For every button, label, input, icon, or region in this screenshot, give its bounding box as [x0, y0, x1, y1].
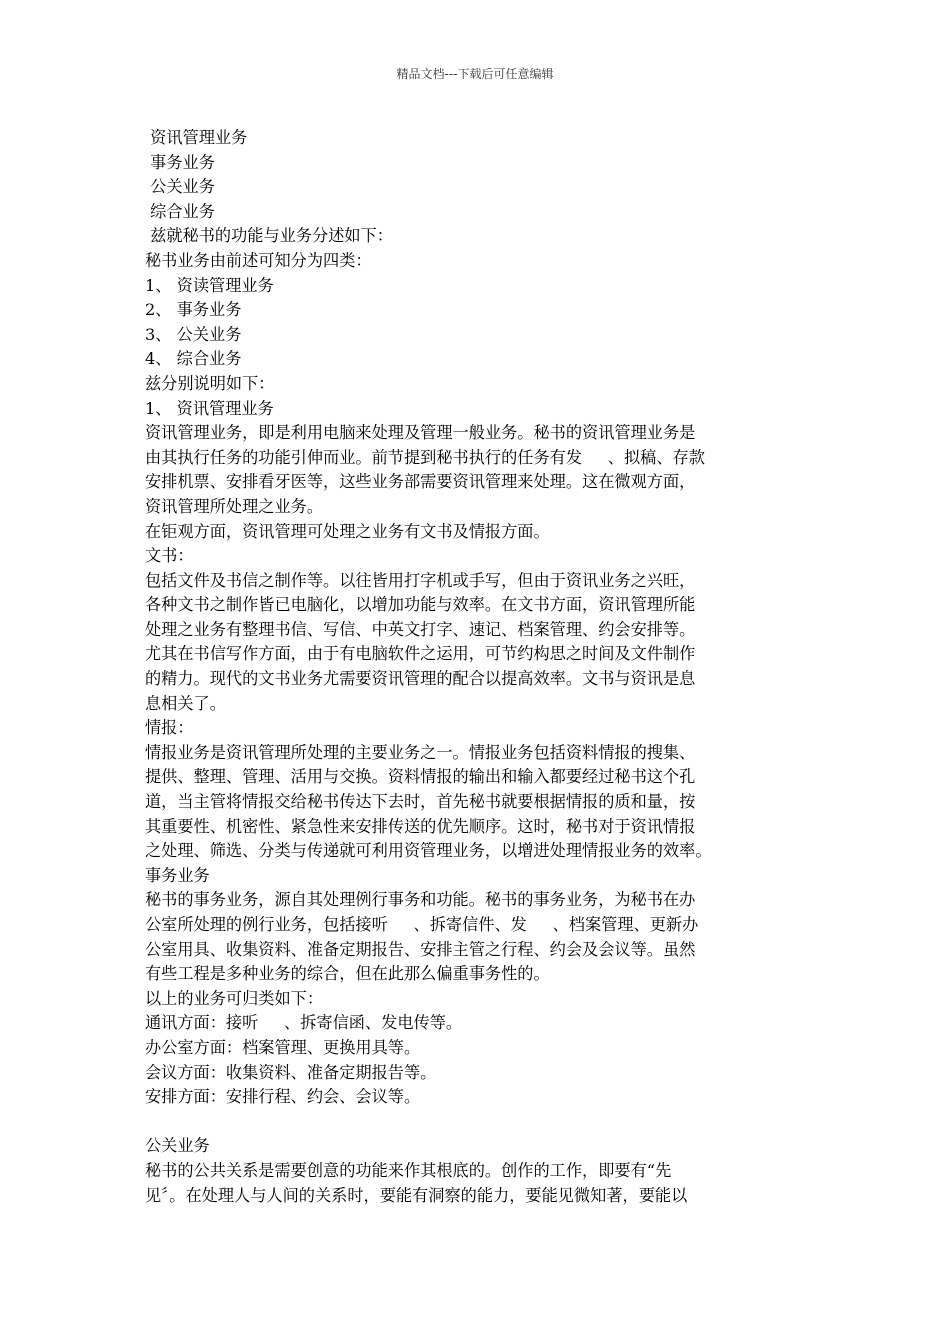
- blank-line: [145, 1110, 807, 1135]
- list-item: 2、 事务业务: [145, 300, 242, 320]
- text-line: 的精力。现代的文书业务尤需要资讯管理的配合以提高效率。文书与资讯是息: [145, 669, 696, 689]
- section-heading: 事务业务: [145, 865, 210, 885]
- text-line: 公室用具、收集资料、准备定期报告、安排主管之行程、约会及会议等。虽然: [145, 939, 696, 959]
- text-line: 资讯管理业务，即是利用电脑来处理及管理一般业务。秘书的资讯管理业务是: [145, 423, 696, 443]
- text-line: 尤其在书信写作方面，由于有电脑软件之运用，可节约构思之时间及文件制作: [145, 644, 696, 664]
- page-header: 精品文档---下载后可任意编辑: [396, 67, 554, 81]
- text-line: 道，当主管将情报交给秘书传达下去时，首先秘书就要根据情报的质和量，按: [145, 792, 696, 812]
- text-line: 有些工程是多种业务的综合，但在此那么偏重事务性的。: [145, 964, 550, 984]
- text-line: 资讯管理业务: [145, 128, 248, 147]
- text-line: 各种文书之制作皆已电脑化，以增加功能与效率。在文书方面，资讯管理所能: [145, 595, 696, 615]
- text-line: 公关业务: [145, 177, 215, 197]
- text-line: 包括文件及书信之制作等。以往皆用打字机或手写，但由于资讯业务之兴旺，: [145, 570, 696, 590]
- text-line: 办公室方面：档案管理、更换用具等。: [145, 1037, 421, 1057]
- text-line: 其重要性、机密性、紧急性来安排传送的优先顺序。这时，秘书对于资讯情报: [145, 816, 696, 836]
- text-line: 息相关了。: [145, 693, 226, 713]
- section-heading: 1、 资讯管理业务: [145, 398, 274, 418]
- text-line: 秘书的事务业务，源自其处理例行事务和功能。秘书的事务业务，为秘书在办: [145, 890, 696, 910]
- text-line: 提供、整理、管理、活用与交换。资料情报的输出和输入都要经过秘书这个孔: [145, 767, 696, 787]
- text-line: 见〞。在处理人与人间的关系时，要能有洞察的能力，要能见微知著，要能以: [145, 1185, 688, 1205]
- text-line: 通讯方面：接听 、拆寄信函、发电传等。: [145, 1013, 463, 1033]
- text-line: 在钜观方面，资讯管理可处理之业务有文书及情报方面。: [145, 521, 550, 541]
- text-line: 秘书的公共关系是需要创意的功能来作其根底的。创作的工作，即要有“先: [145, 1160, 672, 1180]
- text-line: 事务业务: [145, 152, 215, 172]
- list-item: 3、 公关业务: [145, 324, 242, 344]
- text-line: 兹分别说明如下：: [145, 373, 275, 393]
- text-line: 以上的业务可归类如下：: [145, 988, 324, 1008]
- text-line: 安排方面：安排行程、约会、会议等。: [145, 1087, 421, 1107]
- section-heading: 公关业务: [145, 1136, 210, 1156]
- text-line: 兹就秘书的功能与业务分述如下：: [145, 226, 393, 246]
- text-line: 由其执行任务的功能引伸而业。前节提到秘书执行的任务有发 、拟稿、存款: [145, 447, 705, 467]
- list-item: 1、 资读管理业务: [145, 275, 274, 295]
- text-line: 之处理、筛选、分类与传递就可利用资管理业务，以增进处理情报业务的效率。: [145, 841, 712, 861]
- text-line: 资讯管理所处理之业务。: [145, 496, 324, 516]
- list-item: 4、 综合业务: [145, 349, 242, 369]
- text-line: 会议方面：收集资料、准备定期报告等。: [145, 1062, 437, 1082]
- subsection-heading: 文书：: [145, 546, 194, 566]
- text-line: 处理之业务有整理书信、写信、中英文打字、速记、档案管理、约会安排等。: [145, 619, 696, 639]
- subsection-heading: 情报：: [145, 718, 194, 738]
- text-line: 安排机票、安排看牙医等，这些业务部需要资讯管理来处理。这在微观方面，: [145, 472, 696, 492]
- text-line: 秘书业务由前述可知分为四类：: [145, 250, 372, 270]
- document-body: [145, 126, 807, 1208]
- text-line: 综合业务: [145, 201, 215, 221]
- text-line: 公室所处理的例行业务，包括接听 、拆寄信件、发 、档案管理、更新办: [145, 915, 699, 934]
- text-line: 情报业务是资讯管理所处理的主要业务之一。情报业务包括资料情报的搜集、: [145, 742, 696, 762]
